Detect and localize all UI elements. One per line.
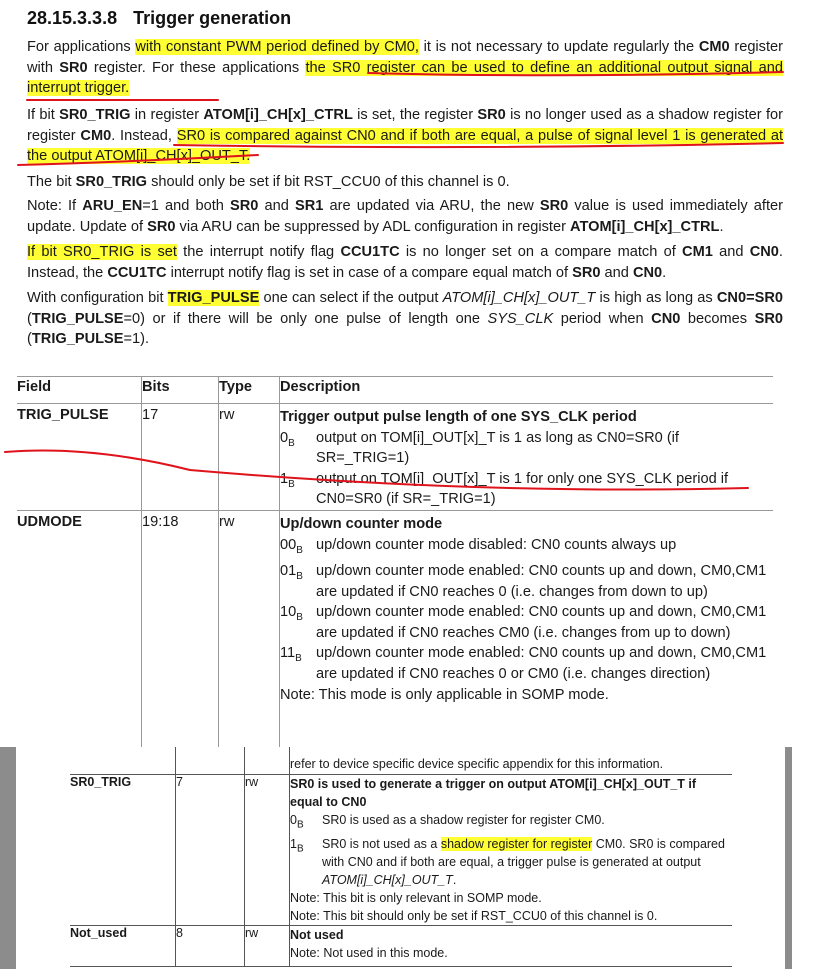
option-key: 11 [280,645,296,662]
field-description [290,925,733,966]
paragraph-note-aru [27,196,783,237]
register-field-table-2 [70,747,732,967]
option-desc: output on TOM[i]_OUT[x]_T is 1 as long as CN0=SR0 (if SR=_TRIG=1) [316,429,679,467]
table-row [70,925,732,966]
highlight: SR0 is compared against CN0 and if both are equal, a pulse of signal level 1 is generated at the output ATOM[i]_CH[x]_OUT_T. [27,127,784,165]
field-bits: 7 [176,775,245,926]
section-heading [27,8,291,29]
option-key: 00 [280,536,297,553]
term: CM1 [682,244,713,260]
paragraph-trig-pulse [27,288,783,350]
text: . [452,872,457,887]
term: CM0 [80,127,112,144]
term: SR0 [477,107,506,123]
option-key-subscript: B [296,843,304,854]
term: ATOM[i]_CH[x]_CTRL [570,218,720,235]
text: in register [130,107,204,123]
field-note: Note: This bit is only relevant in SOMP mode. [290,890,542,905]
option-desc [322,835,732,889]
highlight: If bit SR0_TRIG is set [27,244,177,260]
signal-name: SYS_CLK [487,310,554,327]
term: CCU1TC [107,264,167,281]
cut-text: refer to device specific device specific appendix for this information. [290,757,664,771]
term: SR0 [572,264,601,281]
paragraph-constant-pwm [27,37,783,99]
text: is no longer used as a shadow register for register [27,107,783,144]
option-desc: up/down counter mode enabled: CN0 counts up and down, CM0,CM1 are updated if CN0 reaches 0 (i.e. changes from down to up) [316,563,767,600]
text: becomes [680,310,755,327]
term: CN0 [651,310,681,327]
field-title: Not used [290,927,344,942]
table-row [17,404,773,511]
option-row [280,643,773,684]
section-title: Trigger generation [133,8,292,28]
term: ARU_EN [82,198,143,214]
option-desc: up/down counter mode enabled: CN0 counts up and down, CM0,CM1 are updated if CN0 reaches 0 or CM0 (i.e. changes direction) [316,645,767,683]
text: is no longer set on a compare match of [399,244,683,260]
text: CM0. SR0 is compared with CN0 and if both are equal, a trigger pulse is generated at output [322,836,725,869]
paragraph-ccu1tc [27,242,783,283]
option-desc: SR0 is used as a shadow register for register CM0. [322,813,605,827]
text: . [719,218,724,235]
term: ATOM[i]_CH[x]_CTRL [203,107,353,123]
paragraph-sr0-trig [27,105,783,167]
field-note: Note: Not used in this mode. [290,945,448,960]
section-number: 28.15.3.3.8 [27,8,118,28]
highlight: shadow register for register [440,836,593,851]
field-name: TRIG_PULSE [17,407,109,423]
text: one can select if the output [259,290,443,306]
text: register with [27,39,784,76]
text: interrupt notify flag is set in case of a compare equal match of [166,264,573,281]
field-title: Up/down counter mode [280,515,443,532]
paragraph-rst-ccu0 [27,172,783,193]
text: The bit [27,174,76,190]
field-title: SR0 is used to generate a trigger on output ATOM[i]_CH[x]_OUT_T if equal to CN0 [290,777,697,809]
text: period when [553,310,652,327]
term: SR0 [59,59,88,76]
text: ( [27,331,32,348]
option-key-subscript: B [296,612,303,624]
term: SR1 [295,198,324,214]
text: via ARU can be suppressed by ADL configuration in register [175,218,570,235]
text: . Instead, the [27,244,783,281]
header-field: Field [17,377,142,404]
option-key-subscript: B [296,544,303,556]
text: and [712,244,750,260]
option-desc: output on TOM[i]_OUT[x]_T is 1 for only one SYS_CLK period if CN0=SR0 (if SR=_TRIG=1) [316,470,729,508]
option-key: 01 [280,563,297,580]
option-key-subscript: B [288,478,295,490]
table-row [17,510,773,759]
term: TRIG_PULSE [31,310,124,327]
term: SR0 [230,198,259,214]
field-note: Note: This mode is only applicable in SOMP mode. [280,686,609,703]
text: Note: If [27,198,83,214]
header-description: Description [280,377,774,404]
field-bits: 17 [142,404,219,511]
field-type: rw [219,404,280,511]
option-key: 10 [280,604,297,621]
signal-name: ATOM[i]_CH[x]_OUT_T [322,872,453,887]
field-bits: 19:18 [142,510,219,759]
text: =1 and both [142,198,231,214]
term: CN0 [632,264,663,281]
term: SR0 [147,218,176,235]
field-note: Note: This bit should only be set if RST_CCU0 of this channel is 0. [290,908,658,923]
table-row-cut [70,747,732,775]
text: is set, the register [352,107,478,123]
option-key-subscript: B [296,819,304,831]
highlight: the SR0 register can be used to define an additional output signal and interrupt trigger. [27,59,783,97]
text: should only be set if bit RST_CCU0 of this channel is 0. [147,174,510,190]
text: it is not necessary to update regularly the [418,39,699,55]
term: TRIG_PULSE [31,331,124,348]
term: CM0 [698,39,730,55]
field-title: Trigger output pulse length of one SYS_CLK period [280,409,637,425]
text: For applications [27,39,136,55]
term: CCU1TC [340,244,400,260]
text: ( [27,310,32,327]
header-bits: Bits [142,377,219,404]
signal-name: ATOM[i]_CH[x]_OUT_T [442,290,596,306]
right-border [785,747,792,969]
register-field-table [17,376,773,760]
highlight: TRIG_PULSE [167,290,260,306]
text: value is used immediately after update. Update of [27,198,783,235]
field-bits: 8 [176,925,245,966]
text: is high as long as [595,290,717,306]
field-type: rw [245,925,290,966]
option-row [280,428,773,469]
left-border [0,747,16,969]
header-type: Type [219,377,280,404]
highlight: with constant PWM period defined by CM0, [135,39,419,55]
field-name: UDMODE [17,513,82,530]
text: and [600,264,633,281]
text: SR0 is not used as a [322,836,441,851]
text: register. For these applications [87,59,306,76]
text: the interrupt notify flag [176,244,341,260]
text: With configuration bit [27,290,168,306]
table-header [17,377,773,404]
option-row [280,561,773,602]
term: SR0 [754,310,784,327]
field-description [280,510,774,759]
option-row: $1_B$ SR0 is not used as a shadow register for register CM0. SR0 is compared with CN0 and if both are equal, a trigger pulse is generated at output ATOM[i]_CH[x]_OUT_T. [290,835,732,889]
field-type: rw [245,775,290,926]
term: SR0 [539,198,569,214]
text: If bit [27,107,60,123]
term: SR0_TRIG [59,107,131,123]
second-screenshot [0,747,832,969]
field-description [290,775,733,926]
field-type: rw [219,510,280,759]
option-key-subscript: B [296,570,303,582]
option-desc: up/down counter mode disabled: CN0 counts always up [316,536,677,553]
text: and [258,198,295,214]
text: are updated via ARU, the new [323,198,540,214]
field-name: SR0_TRIG [70,775,132,789]
text: =1). [123,331,150,348]
term: CN0 [749,244,779,260]
option-row [280,469,773,510]
field-name: Not_used [70,925,127,940]
option-key: 1 [280,470,289,487]
text: =0) or if there will be only one pulse of length one [123,310,488,327]
term: CN0=SR0 [716,290,783,306]
term: SR0_TRIG [75,174,148,190]
option-key: 0 [280,429,289,446]
option-key-subscript: B [295,653,302,665]
option-desc: up/down counter mode enabled: CN0 counts up and down, CM0,CM1 are updated if CN0 reaches CM0 (i.e. changes from up to down) [316,604,767,641]
text: . [662,264,667,281]
text: . Instead, [111,127,177,144]
option-row [280,602,773,643]
option-key-subscript: B [288,437,295,449]
field-description [280,404,774,511]
option-row: $0_B$ SR0 is used as a shadow register for register CM0. [290,811,732,835]
table-row [70,775,732,926]
option-row [280,535,773,562]
